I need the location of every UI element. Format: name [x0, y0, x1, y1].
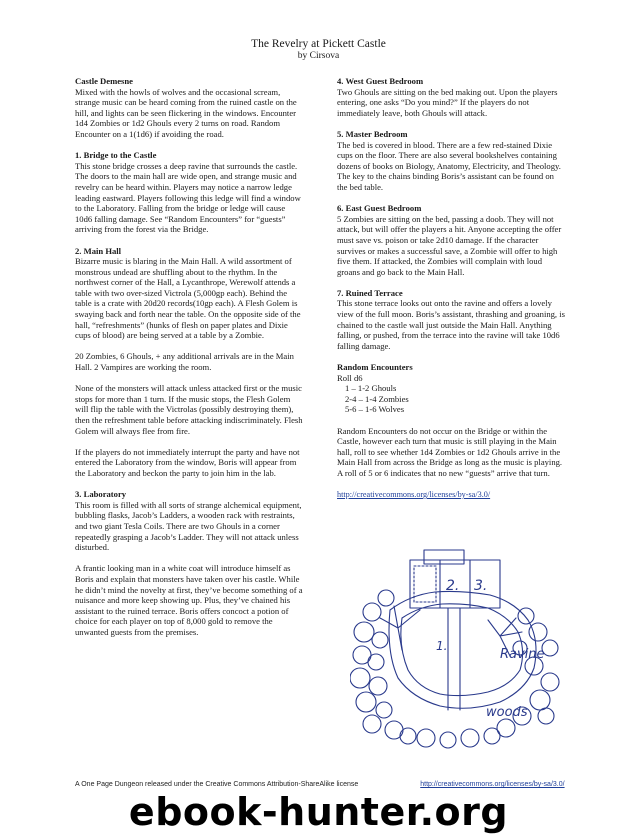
- author-byline: by Cirsova: [297, 51, 340, 61]
- encounter-roll: Roll d6: [337, 372, 363, 383]
- section-laboratory: [75, 489, 303, 637]
- section-heading: 5. Master Bedroom: [337, 128, 408, 139]
- encounter-entry: 1 – 1-2 Ghouls: [345, 383, 397, 394]
- map-label-ravine: Ravine: [500, 647, 545, 662]
- dungeon-map: [350, 540, 565, 750]
- section-heading: 7. Ruined Terrace: [337, 287, 403, 298]
- section-master-bedroom: [337, 129, 565, 193]
- section-heading: 4. West Guest Bedroom: [337, 76, 424, 86]
- section-paragraph: Mixed with the howls of wolves and the occasional scream, strange music can be heard coming from the ruined castle on the hill, and lights can be seen flickering in the windows. Encounter 1d4 Zombies or 1d2 Ghouls every 2 turns on road. Random Encounter on a 1(1d6) if avoiding the road.: [75, 86, 297, 139]
- section-east-guest-bedroom: [337, 203, 565, 277]
- woods-scribble-right: [400, 608, 559, 748]
- right-column: [337, 76, 565, 511]
- left-column: [75, 76, 303, 648]
- encounter-note-block: [337, 426, 565, 501]
- section-paragraph: 5 Zombies are sitting on the bed, passing a doob. They will not attack, but will offer the players a hit. Anyone accepting the offer must save vs. poison or take 2d10 damage. If the character survives or makes a successful save, a Zombie will offer to high five them. If attacked, the Zombies will complain with loud groans and go back to the Main Hall.: [337, 213, 562, 277]
- page-title: The Revelry at Pickett Castle: [251, 38, 386, 50]
- section-paragraph: Bizarre music is blaring in the Main Hall. A wild assortment of monstrous undead are shuffling about to the rhythm. In the northwest corner of the Hall, a Lycanthrope, Werewolf attends a table with two over-sized Victrola (5,000gp each). Behind the table is a crate with 20d20 records(10gp each). A Flesh Golem is swaying back and forth near the table. On the opposite side of the hall, “refreshments” (hunks of flesh on paper plates and Dixie cups of blood) are being served at a table by a Zombie.: [75, 256, 301, 341]
- map-label-room2: 2.: [446, 578, 460, 594]
- section-heading: Castle Demesne: [75, 76, 133, 86]
- footer-text: A One Page Dungeon released under the Creative Commons Attribution-ShareAlike license: [75, 781, 359, 788]
- section-castle-demesne: [75, 76, 303, 140]
- watermark: ebook-hunter.org: [128, 790, 509, 834]
- section-ruined-terrace: [337, 288, 565, 352]
- section-heading: 1. Bridge to the Castle: [75, 150, 157, 161]
- section-bridge: [75, 150, 303, 235]
- map-label-woods: woods: [486, 705, 528, 720]
- page-header: [0, 38, 637, 62]
- room-outline: [414, 566, 436, 602]
- section-heading: 2. Main Hall: [75, 245, 122, 256]
- section-paragraph: This room is filled with all sorts of strange alchemical equipment, bubbling flasks, Jacob’s Ladders, a wooden rack with restraints, and two giant Tesla Coils. There are two Ghouls in a corner repeatedly grasping a Jacob’s Ladder. They will not attack unless disturbed.: [75, 499, 302, 553]
- section-west-guest-bedroom: [337, 76, 565, 118]
- section-paragraph: This stone terrace looks out onto the ravine and offers a lovely view of the full moon. Boris’s assistant, thrashing and groaning, is chained to the castle wall just outside the Main Hall. Anything falling, or pushed, from the terrace into the ravine will take 10d6 falling damage.: [337, 298, 565, 351]
- section-random-encounters: [337, 362, 565, 415]
- tree-branch: [380, 606, 420, 650]
- footer-license-link[interactable]: http://creativecommons.org/licenses/by-sa/3.0/: [420, 781, 565, 788]
- encounter-entry: 2-4 – 1-4 Zombies: [345, 393, 409, 404]
- encounter-table: [337, 383, 565, 415]
- section-paragraph: 20 Zombies, 6 Ghouls, + any additional arrivals are in the Main Hall. 2 Vampires are working the room.: [75, 351, 294, 373]
- section-heading: 6. East Guest Bedroom: [337, 203, 422, 214]
- encounter-note: Random Encounters do not occur on the Bridge or within the Castle, however each turn that music is still playing in the Main hall, roll to see whether 1d4 Zombies or 1d2 Ghouls arrive in the Main Hall from across the Bridge as long as the music is playing. A roll of 5 or 6 indicates that no new “guests” arrive that turn.: [337, 425, 563, 478]
- section-paragraph: None of the monsters will attack unless attacked first or the music stops for more than 1 turn. If the music stops, the Flesh Golem will flip the table with the Victrolas (possibly destroying them), then the refreshment table before attacking indiscriminately. Flesh Golem will always flee from fire.: [75, 383, 303, 436]
- page-footer: [75, 780, 565, 789]
- map-label-room3: 3.: [474, 578, 488, 594]
- section-paragraph: A frantic looking man in a white coat will introduce himself as Boris and explain that monsters have taken over his castle. While he didn’t mind the novelty at first, they’ve become something of a nuisance and more keep showing up. Plus, they’ve chained his assistant to the ruined terrace. Boris offers concoct a potion of choice for each player on top of 8,000 gold to remove the unwanted guests from the premises.: [75, 563, 303, 637]
- section-heading: 3. Laboratory: [75, 489, 127, 500]
- terrace-outline: [424, 550, 464, 564]
- section-heading: Random Encounters: [337, 362, 413, 373]
- section-paragraph: The bed is covered in blood. There are a few red-stained Dixie cups on the floor. There are also several bookshelves containing dozens of books on Biology, Anatomy, Electricity, and Theology. The key to the chains binding Boris’s assistant can be found on the bed table.: [337, 139, 561, 192]
- encounter-entry: 5-6 – 1-6 Wolves: [345, 404, 405, 415]
- section-paragraph: Two Ghouls are sitting on the bed making out. Upon the players entering, one asks “Do you mind?” If the players do not immediately leave, both Ghouls will attack.: [337, 86, 558, 118]
- section-paragraph: If the players do not immediately interrupt the party and have not entered the Laboratory from the window, Boris will appear from the Laboratory and beckon the party to join him in the lab.: [75, 446, 300, 478]
- license-link[interactable]: http://creativecommons.org/licenses/by-sa/3.0/: [337, 490, 491, 500]
- map-label-room1: 1.: [436, 639, 448, 653]
- section-paragraph: This stone bridge crosses a deep ravine that surrounds the castle. The doors to the main hall are wide open, and strange music and revelry can be heard within. Players may notice a narrow ledge leading eastward. Players following this ledge will find a window to the Laboratory. Falling from the bridge or ledge will cause 10d6 falling damage. See “Random Encounters” for “guests” arriving from the forest via the Bridge.: [75, 160, 301, 235]
- section-main-hall: [75, 246, 303, 479]
